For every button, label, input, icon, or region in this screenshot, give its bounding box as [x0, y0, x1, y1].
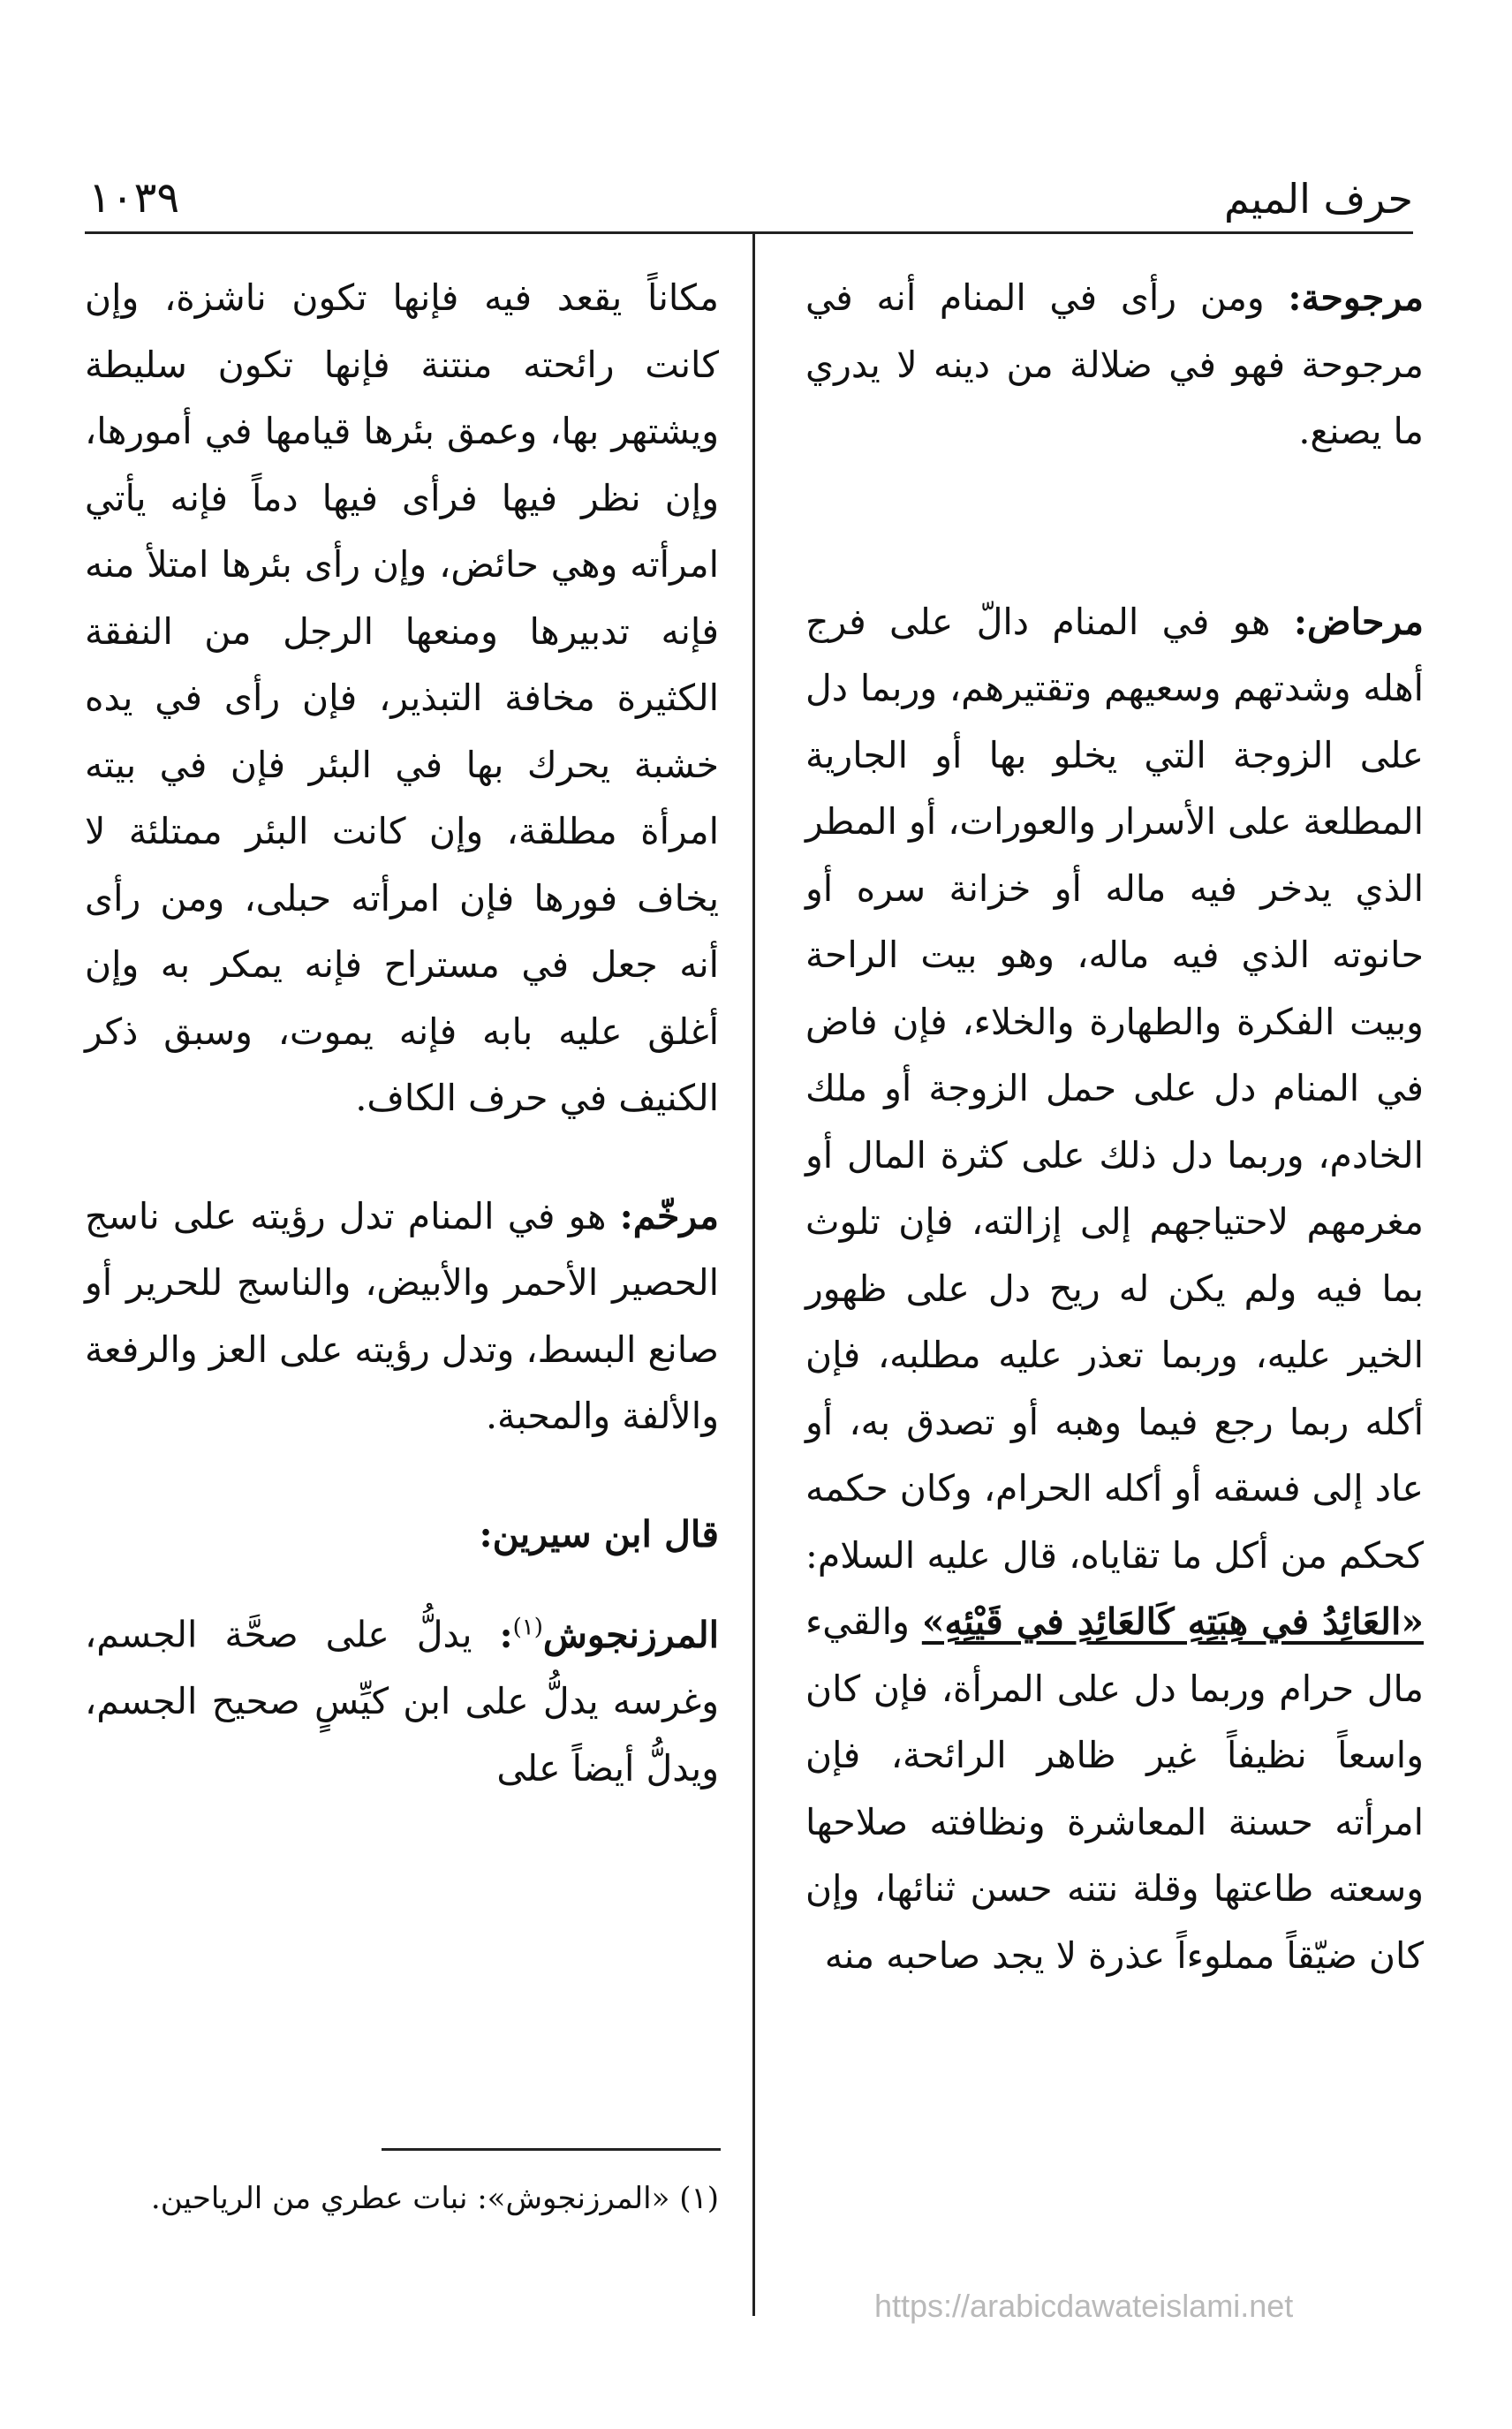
- footnote-text: (١) «المرزنجوش»: نبات عطري من الرياحين.: [150, 2181, 719, 2216]
- left-column: [85, 265, 719, 1802]
- entry-marzanjoush: [85, 1594, 719, 1802]
- entry-term: مرخّم:: [619, 1194, 719, 1237]
- footnote: [85, 2171, 719, 2226]
- right-column: [805, 265, 1424, 1989]
- entry-text: ومن رأى في المنام أنه في مرجوحة فهو في ضلالة من دينه لا يدري ما يصنع.: [805, 276, 1424, 452]
- chapter-title: حرف الميم: [1223, 175, 1413, 223]
- entry-mirhad: [805, 589, 1424, 1990]
- entry-term: مرجوحة:: [1288, 276, 1424, 319]
- page-header: [88, 161, 1413, 223]
- entry-text: هو في المنام دالّ على فرج أهله وشدتهم وسعيهم وتقتيرهم، وربما دل على الزوجة التي يخلو بها أو الجارية المطلعة على الأسرار والعورات، أو المطر الذي يدخر فيه ماله أو خزانة سره أو حانوته الذي فيه ماله، وهو بيت الراحة وبيت الفكرة والطهارة والخلاء، فإن فاض في المنام دل على حمل الزوجة أو ملك الخادم، وربما دل ذلك على كثرة المال أو مغرمهم لاحتياجهم إلى إزالته، فإن تلوث بما فيه ولم يكن له ريح دل على ظهور الخير عليه، وربما تعذر عليه مطلبه، فإن أكله ربما رجع فيما وهبه أو تصدق به، أو عاد إلى فسقه أو أكله الحرام، وكان حكمه كحكم من أكل ما تقاياه، قال عليه السلام:: [805, 600, 1424, 1577]
- section-heading: قال ابن سيرين:: [479, 1512, 719, 1555]
- footnote-divider: [382, 2148, 721, 2151]
- continued-paragraph: مكاناً يقعد فيه فإنها تكون ناشزة، وإن كانت رائحته منتنة فإنها تكون سليطة ويشتهر بها، وعمق بئرها قيامها في أمورها، وإن نظر فيها فرأى فيها دماً فإنه يأتي امرأته وهي حائض، وإن رأى بئرها امتلأ منه فإنه تدبيرها ومنعها الرجل من النفقة الكثيرة مخافة التبذير، فإن رأى في يده خشبة يحرك بها في البئر فإن في بيته امرأة مطلقة، وإن كانت البئر ممتلئة لا يخاف فورها فإن امرأته حبلى، ومن رأى أنه جعل في مستراح فإنه يمكر به وإن أغلق عليه بابه فإنه يموت، وسبق ذكر الكنيف في حرف الكاف.: [85, 276, 719, 1119]
- page-number: ١٠٣٩: [88, 173, 180, 223]
- entry-text-continued: والقيء مال حرام وربما دل على المرأة، فإن كان واسعاً نظيفاً غير ظاهر الرائحة، فإن امرأته حسنة المعاشرة ونظافته صلاحها وسعته طاعتها وقلة نتنه حسن ثنائها، وإن كان ضيّقاً مملوءاً عذرة لا يجد صاحبه منه: [805, 1600, 1424, 1977]
- term-colon: :: [499, 1613, 513, 1656]
- entry-term: مرحاض:: [1293, 600, 1424, 643]
- header-divider: [85, 231, 1413, 234]
- entry-term: [499, 1614, 719, 1656]
- entry-murakham: [85, 1184, 719, 1450]
- entry-marjouha: [805, 265, 1424, 465]
- watermark-url: https://arabicdawateislami.net: [874, 2288, 1294, 2324]
- hadith-quote: «العَائِدُ في هِبَتِهِ كَالعَائِدِ في قَيْئِهِ»: [921, 1600, 1424, 1643]
- term-word: المرزنجوش: [542, 1613, 719, 1656]
- column-divider: [752, 231, 755, 2316]
- footnote-marker: (١): [512, 1614, 543, 1640]
- entry-text: يدلُّ على صحَّة الجسم، وغرسه يدلُّ على ابن كيِّسٍ صحيح الجسم، ويدلُّ أيضاً على: [85, 1613, 719, 1790]
- entry-text: هو في المنام تدل رؤيته على ناسج الحصير الأحمر والأبيض، والناسج للحرير أو صانع البسط، وتدل رؤيته على العز والرفعة والألفة والمحبة.: [85, 1194, 719, 1437]
